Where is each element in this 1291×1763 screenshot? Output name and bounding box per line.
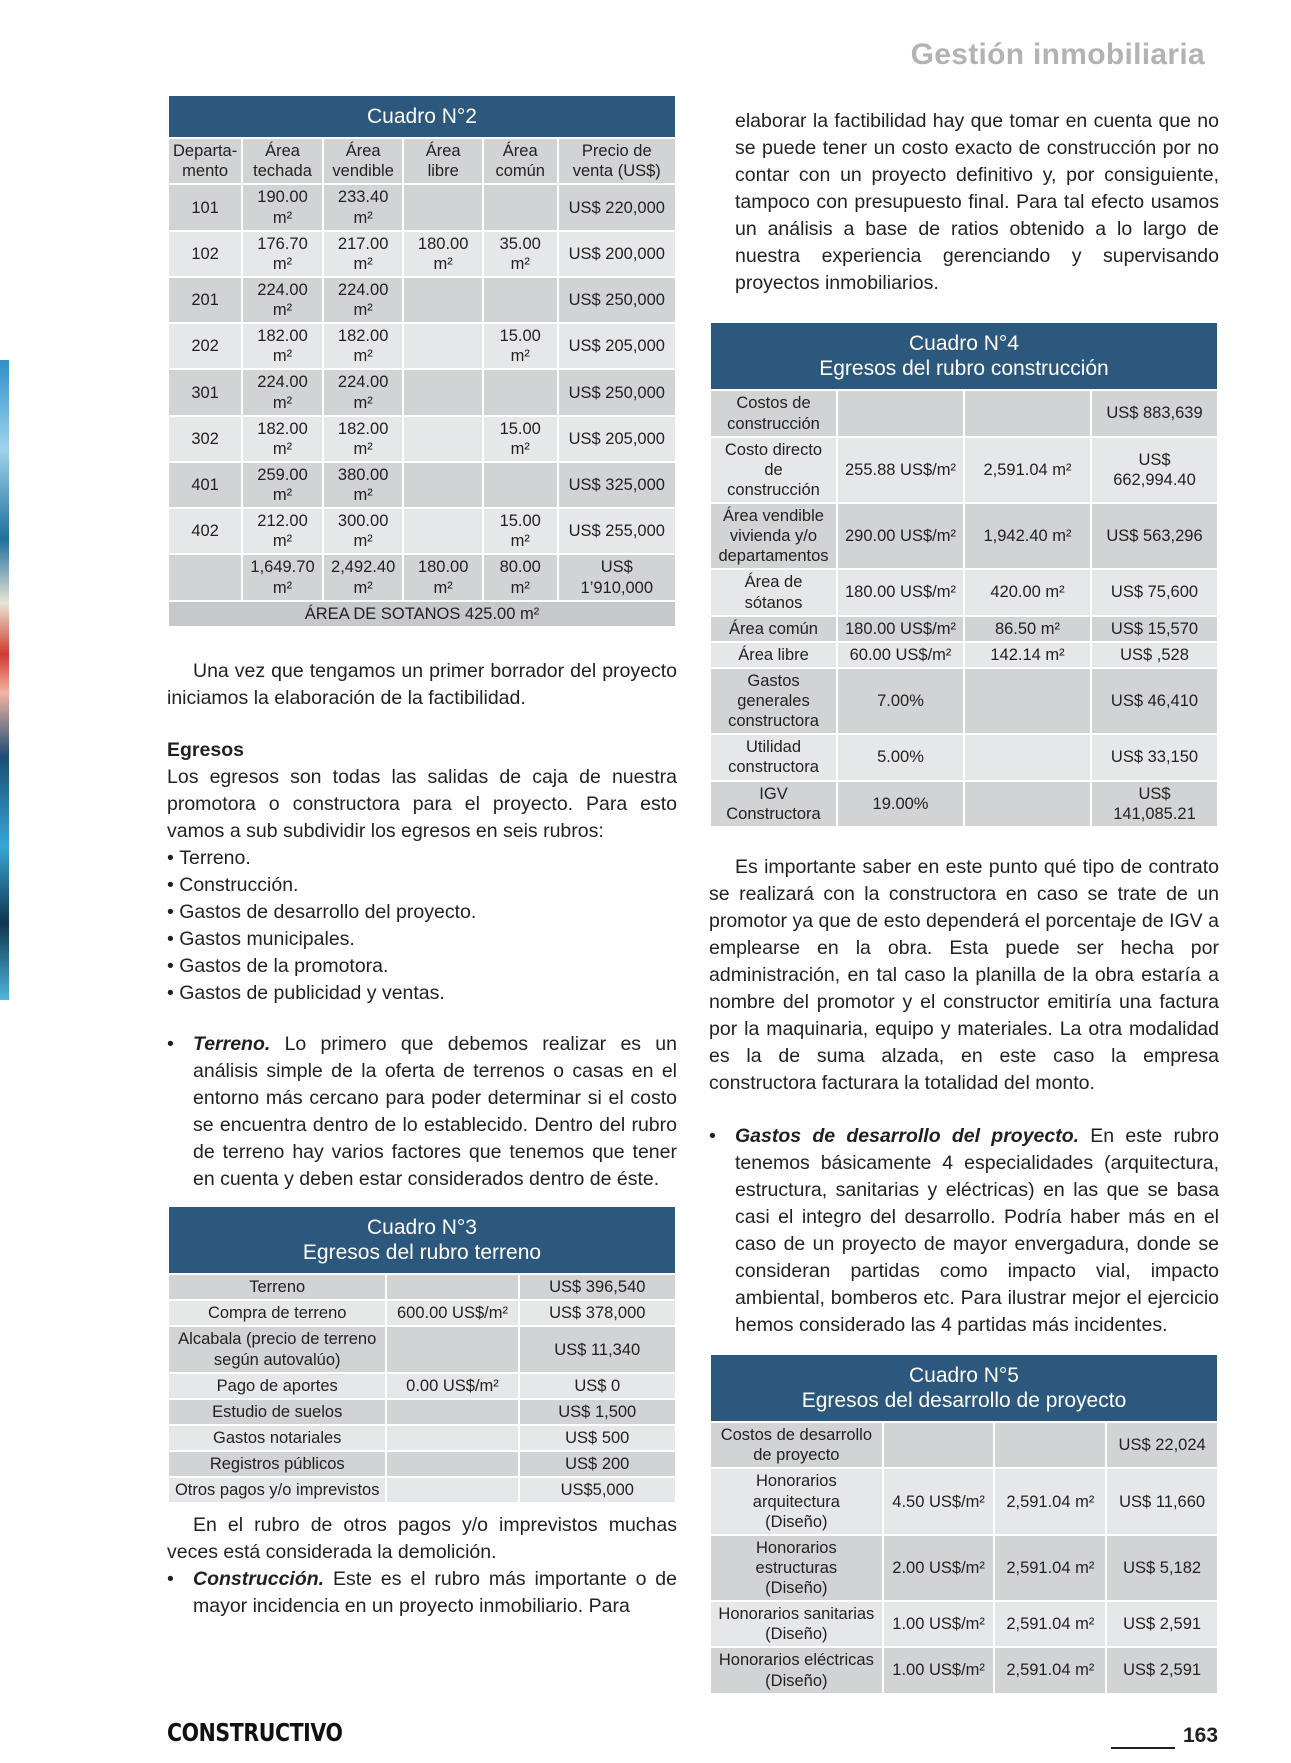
cuadro5-cell: 2.00 US$/m² [883, 1535, 995, 1601]
cuadro5-row [710, 1647, 1218, 1693]
cuadro2-cell: 301 [168, 369, 242, 415]
cuadro2-cell: 180.00 m² [403, 231, 482, 277]
cuadro2-cell [403, 369, 482, 415]
cuadro5-cell: US$ 11,660 [1106, 1468, 1218, 1534]
cuadro4-cell: 5.00% [837, 734, 964, 780]
cuadro2-column-header: Área común [483, 138, 558, 184]
cuadro2-cell: 15.00 m² [483, 416, 558, 462]
cuadro3-cell: US$ 200 [519, 1451, 676, 1477]
cuadro2-cell: US$ 205,000 [558, 416, 676, 462]
rubro-item: • Gastos de publicidad y ventas. [167, 980, 677, 1007]
cuadro3-body [168, 1274, 676, 1503]
cuadro3-cell [386, 1477, 518, 1503]
cuadro2-cell: 182.00 m² [242, 416, 323, 462]
cuadro2-cell: 380.00 m² [323, 462, 404, 508]
cuadro4-cell: Costos de construcción [710, 390, 837, 436]
cuadro4-title-line2: Egresos del rubro construcción [819, 357, 1109, 381]
cuadro4-table [709, 321, 1219, 828]
cuadro4-row [710, 668, 1218, 734]
cuadro3-cell: Estudio de suelos [168, 1399, 386, 1425]
cuadro4-row [710, 569, 1218, 615]
brand-logo: CONSTRUCTIVO [167, 1718, 343, 1747]
cuadro2-row [168, 184, 676, 230]
cuadro5-cell: US$ 5,182 [1106, 1535, 1218, 1601]
cuadro4-cell [964, 781, 1091, 827]
cuadro2-column-header: Área techada [242, 138, 323, 184]
cuadro5-cell: US$ 2,591 [1106, 1647, 1218, 1693]
right-column [709, 108, 1219, 1695]
cuadro4-cell: 180.00 US$/m² [837, 616, 964, 642]
cuadro4-cell: US$ 662,994.40 [1091, 437, 1218, 503]
cuadro5-cell [883, 1422, 995, 1468]
cuadro4-cell: US$ 15,570 [1091, 616, 1218, 642]
cuadro3-row [168, 1326, 676, 1372]
cuadro2-row [168, 369, 676, 415]
cuadro2-cell: 302 [168, 416, 242, 462]
footer-rule [1111, 1747, 1175, 1749]
cuadro4-cell: 290.00 US$/m² [837, 503, 964, 569]
cuadro3-cell: US$ 396,540 [519, 1274, 676, 1300]
cuadro3-title-line1: Cuadro N°3 [367, 1215, 477, 1239]
cuadro2-cell: 217.00 m² [323, 231, 404, 277]
cuadro2-cell: 233.40 m² [323, 184, 404, 230]
cuadro5-cell: Costos de desarrollo de proyecto [710, 1422, 883, 1468]
cuadro2-row [168, 416, 676, 462]
cuadro5-row [710, 1468, 1218, 1534]
cuadro5-cell: 1.00 US$/m² [883, 1647, 995, 1693]
cuadro2-cell: 190.00 m² [242, 184, 323, 230]
cuadro5-cell: US$ 22,024 [1106, 1422, 1218, 1468]
cuadro2-cell: 15.00 m² [483, 508, 558, 554]
cuadro5-row [710, 1601, 1218, 1647]
cuadro3-row [168, 1477, 676, 1503]
cuadro2-cell: 224.00 m² [323, 369, 404, 415]
cuadro5-cell: 2,591.04 m² [994, 1468, 1106, 1534]
terreno-lead: Terreno. [193, 1032, 271, 1055]
cuadro5-cell: 2,591.04 m² [994, 1647, 1106, 1693]
cuadro3-cell: US$ 1,500 [519, 1399, 676, 1425]
cuadro2-table [167, 94, 677, 628]
cuadro4-cell: 7.00% [837, 668, 964, 734]
bullet-dot: • [167, 1568, 174, 1591]
cuadro4-cell: 420.00 m² [964, 569, 1091, 615]
otros-pagos-paragraph: En el rubro de otros pagos y/o imprevistos muchas veces está considerada la demolición. [167, 1514, 677, 1564]
gastos-desarrollo-bullet [709, 1123, 1219, 1339]
cuadro2-cell [483, 184, 558, 230]
cuadro2-row [168, 323, 676, 369]
cuadro4-row [710, 437, 1218, 503]
cuadro4-cell [964, 390, 1091, 436]
cuadro2-cell: 182.00 m² [242, 323, 323, 369]
cuadro2-cell [168, 554, 242, 600]
cuadro4-cell [964, 734, 1091, 780]
cuadro2-cell: 15.00 m² [483, 323, 558, 369]
page-number: 163 [1183, 1724, 1219, 1747]
cuadro4-cell: 19.00% [837, 781, 964, 827]
cuadro2-cell: 182.00 m² [323, 323, 404, 369]
bullet-dot: • [167, 1032, 174, 1055]
cuadro2-cell [403, 184, 482, 230]
cuadro4-title [710, 322, 1218, 390]
gastos-desarrollo-lead: Gastos de desarrollo del proyecto. [735, 1124, 1080, 1147]
egresos-heading: Egresos [167, 738, 244, 761]
cuadro2-cell [403, 462, 482, 508]
cuadro5-title [710, 1354, 1218, 1422]
cuadro2-column-header: Departa- mento [168, 138, 242, 184]
cuadro2-cell: 2,492.40 m² [323, 554, 404, 600]
cuadro2-cell: 224.00 m² [242, 369, 323, 415]
cuadro4-cell: US$ 141,085.21 [1091, 781, 1218, 827]
cuadro4-cell: Área de sótanos [710, 569, 837, 615]
cuadro3-row [168, 1451, 676, 1477]
cuadro5-cell: 4.50 US$/m² [883, 1468, 995, 1534]
cuadro3-cell [386, 1425, 518, 1451]
cuadro4-cell: US$ 883,639 [1091, 390, 1218, 436]
cuadro2-column-header: Área vendible [323, 138, 404, 184]
cuadro5-cell: Honorarios eléctricas (Diseño) [710, 1647, 883, 1693]
gastos-desarrollo-body: En este rubro tenemos básicamente 4 especialidades (arquitectura, estructura, sanitarias y eléctricas) en las que se basa casi el integro del desarrollo. Podría haber más en el caso de un proyecto de mayor envergadura, donde se consideran partidas como impacto vial, impacto ambiental, bomberos etc. Para ilustrar mejor el ejercicio hemos considerado las 4 partidas más incidentes. [735, 1124, 1219, 1336]
continuation-paragraph: elaborar la factibilidad hay que tomar en cuenta que no se puede tener un costo exacto de construcción por no contar con un proyecto definitivo y, por consiguiente, tampoco con presupuesto final. Para tal efecto usamos un análisis a base de ratios obtenido a lo largo de nuestra experiencia gerenciando y supervisando proyectos inmobiliarios. [735, 110, 1219, 294]
cuadro4-title-line1: Cuadro N°4 [909, 332, 1019, 355]
egresos-paragraph: Los egresos son todas las salidas de caja de nuestra promotora o constructora para el proyecto. Para esto vamos a sub subdividir los egresos en seis rubros: [167, 765, 677, 842]
cuadro5-title-line1: Cuadro N°5 [909, 1363, 1019, 1387]
cuadro5-row [710, 1535, 1218, 1601]
cuadro4-cell: Costo directo de construcción [710, 437, 837, 503]
cuadro5-cell: Honorarios sanitarias (Diseño) [710, 1601, 883, 1647]
intro-paragraph: Una vez que tengamos un primer borrador del proyecto iniciamos la elaboración de la factibilidad. [167, 659, 677, 709]
cuadro3-row [168, 1425, 676, 1451]
cuadro4-cell: Área libre [710, 642, 837, 668]
cuadro2-cell: US$ 325,000 [558, 462, 676, 508]
cuadro2-cell: 259.00 m² [242, 462, 323, 508]
cuadro5-row [710, 1422, 1218, 1468]
cuadro4-body [710, 390, 1218, 826]
cuadro3-cell: Registros públicos [168, 1451, 386, 1477]
cuadro4-row [710, 734, 1218, 780]
cuadro4-cell: US$ 75,600 [1091, 569, 1218, 615]
rubro-item: • Gastos de la promotora. [167, 953, 677, 980]
rubros-list [167, 845, 677, 1007]
cuadro2-row [168, 462, 676, 508]
cuadro2-cell [403, 416, 482, 462]
cuadro2-cell: US$ 200,000 [558, 231, 676, 277]
rubro-item: • Gastos municipales. [167, 926, 677, 953]
decorative-image-strip [0, 360, 9, 1000]
cuadro4-cell: 180.00 US$/m² [837, 569, 964, 615]
cuadro2-cell: 402 [168, 508, 242, 554]
cuadro5-cell: Honorarios estructuras (Diseño) [710, 1535, 883, 1601]
cuadro2-cell: 102 [168, 231, 242, 277]
rubro-item: • Construcción. [167, 872, 677, 899]
cuadro2-cell: 35.00 m² [483, 231, 558, 277]
cuadro3-cell: US$ 378,000 [519, 1300, 676, 1326]
cuadro2-cell: 180.00 m² [403, 554, 482, 600]
cuadro4-row [710, 616, 1218, 642]
cuadro2-cell [483, 369, 558, 415]
cuadro3-row [168, 1399, 676, 1425]
cuadro2-cell: US$ 255,000 [558, 508, 676, 554]
cuadro4-cell [964, 668, 1091, 734]
cuadro3-cell: US$ 11,340 [519, 1326, 676, 1372]
terreno-body: Lo primero que debemos realizar es un análisis simple de la oferta de terrenos o casas en el entorno más cercano para poder determinar si el costo se encuentra dentro de lo establecido. Dentro del rubro de terreno hay varios factores que tenemos que tener en cuenta y deben estar considerados dentro de éste. [193, 1032, 677, 1190]
cuadro4-cell: IGV Constructora [710, 781, 837, 827]
cuadro3-row [168, 1300, 676, 1326]
importante-paragraph: Es importante saber en este punto qué tipo de contrato se realizará con la constructora en caso se trate de un promotor ya que de esto dependerá el porcentaje de IGV a emplearse en la obra. Esta puede ser hecha por administración, en tal caso la planilla de la obra estaría a nombre del promotor y el constructor emitiría una factura por la maquinaria, equipo y materiales. La otra modalidad es la de suma alzada, en este caso la empresa constructora facturara la totalidad del monto. [709, 855, 1219, 1094]
rubro-item: • Terreno. [167, 845, 677, 872]
cuadro5-title-line2: Egresos del desarrollo de proyecto [801, 1388, 1127, 1412]
cuadro2-cell: 176.70 m² [242, 231, 323, 277]
cuadro3-cell: US$ 0 [519, 1373, 676, 1399]
cuadro4-cell: 86.50 m² [964, 616, 1091, 642]
cuadro2-footer: ÁREA DE SOTANOS 425.00 m² [168, 601, 676, 627]
cuadro3-cell: Otros pagos y/o imprevistos [168, 1477, 386, 1503]
cuadro5-table [709, 1353, 1219, 1695]
cuadro4-cell: US$ 563,296 [1091, 503, 1218, 569]
cuadro2-cell: 401 [168, 462, 242, 508]
cuadro2-row [168, 231, 676, 277]
construccion-bullet [167, 1566, 677, 1620]
cuadro3-cell: Gastos notariales [168, 1425, 386, 1451]
cuadro2-cell: 224.00 m² [323, 277, 404, 323]
cuadro2-cell: 201 [168, 277, 242, 323]
cuadro4-row [710, 781, 1218, 827]
cuadro2-cell: US$ 250,000 [558, 369, 676, 415]
cuadro3-cell [386, 1274, 518, 1300]
cuadro3-cell: Terreno [168, 1274, 386, 1300]
cuadro3-cell [386, 1326, 518, 1372]
cuadro3-cell: US$5,000 [519, 1477, 676, 1503]
cuadro4-cell: US$ ,528 [1091, 642, 1218, 668]
cuadro5-cell: 2,591.04 m² [994, 1601, 1106, 1647]
cuadro2-cell: 1,649.70 m² [242, 554, 323, 600]
bullet-dot: • [709, 1124, 716, 1147]
terreno-bullet [167, 1031, 677, 1193]
section-title: Gestión inmobiliaria [910, 38, 1205, 71]
cuadro4-cell: 1,942.40 m² [964, 503, 1091, 569]
left-column [167, 94, 677, 1620]
cuadro2-cell: US$ 1’910,000 [558, 554, 676, 600]
cuadro3-cell: Alcabala (precio de terreno según autovalúo) [168, 1326, 386, 1372]
cuadro4-cell: US$ 33,150 [1091, 734, 1218, 780]
cuadro4-cell: 60.00 US$/m² [837, 642, 964, 668]
cuadro5-cell: Honorarios arquitectura (Diseño) [710, 1468, 883, 1534]
cuadro2-column-header: Área libre [403, 138, 482, 184]
cuadro4-cell: Área común [710, 616, 837, 642]
cuadro4-row [710, 642, 1218, 668]
cuadro2-cell: 300.00 m² [323, 508, 404, 554]
cuadro4-row [710, 390, 1218, 436]
cuadro2-cell: 182.00 m² [323, 416, 404, 462]
cuadro2-cell: 80.00 m² [483, 554, 558, 600]
cuadro3-cell: 0.00 US$/m² [386, 1373, 518, 1399]
cuadro4-cell: 255.88 US$/m² [837, 437, 964, 503]
cuadro3-row [168, 1373, 676, 1399]
cuadro2-cell [403, 508, 482, 554]
cuadro4-cell [837, 390, 964, 436]
cuadro2-cell: US$ 250,000 [558, 277, 676, 323]
cuadro5-cell [994, 1422, 1106, 1468]
construccion-body: Este es el rubro más importante o de mayor incidencia en un proyecto inmobiliario. Para [193, 1568, 677, 1618]
cuadro2-cell [483, 462, 558, 508]
cuadro2-row [168, 277, 676, 323]
cuadro3-cell: Pago de aportes [168, 1373, 386, 1399]
cuadro3-title [168, 1206, 676, 1274]
cuadro3-cell [386, 1451, 518, 1477]
cuadro4-cell: Gastos generales constructora [710, 668, 837, 734]
cuadro3-cell [386, 1399, 518, 1425]
cuadro3-row [168, 1274, 676, 1300]
cuadro2-cell: 224.00 m² [242, 277, 323, 323]
cuadro2-cell: 202 [168, 323, 242, 369]
cuadro2-cell: US$ 205,000 [558, 323, 676, 369]
cuadro2-row [168, 508, 676, 554]
cuadro2-column-headers [168, 138, 676, 184]
cuadro2-row [168, 554, 676, 600]
cuadro3-cell: US$ 500 [519, 1425, 676, 1451]
cuadro2-cell: US$ 220,000 [558, 184, 676, 230]
cuadro4-cell: Utilidad constructora [710, 734, 837, 780]
cuadro2-body [168, 184, 676, 600]
rubro-item: • Gastos de desarrollo del proyecto. [167, 899, 677, 926]
cuadro5-cell: US$ 2,591 [1106, 1601, 1218, 1647]
cuadro4-cell: Área vendible vivienda y/o departamentos [710, 503, 837, 569]
cuadro3-cell: 600.00 US$/m² [386, 1300, 518, 1326]
cuadro2-cell [483, 277, 558, 323]
cuadro4-cell: 2,591.04 m² [964, 437, 1091, 503]
cuadro2-cell [403, 277, 482, 323]
cuadro4-cell: 142.14 m² [964, 642, 1091, 668]
cuadro2-title: Cuadro N°2 [168, 95, 676, 138]
cuadro3-cell: Compra de terreno [168, 1300, 386, 1326]
cuadro5-cell: 2,591.04 m² [994, 1535, 1106, 1601]
cuadro2-cell [403, 323, 482, 369]
cuadro5-cell: 1.00 US$/m² [883, 1601, 995, 1647]
cuadro2-cell: 212.00 m² [242, 508, 323, 554]
cuadro4-cell: US$ 46,410 [1091, 668, 1218, 734]
cuadro4-row [710, 503, 1218, 569]
cuadro5-body [710, 1422, 1218, 1694]
cuadro3-title-line2: Egresos del rubro terreno [302, 1241, 542, 1264]
cuadro3-table [167, 1205, 677, 1505]
cuadro2-cell: 101 [168, 184, 242, 230]
construccion-lead: Construcción. [193, 1568, 325, 1591]
cuadro2-column-header: Precio de venta (US$) [558, 138, 676, 184]
